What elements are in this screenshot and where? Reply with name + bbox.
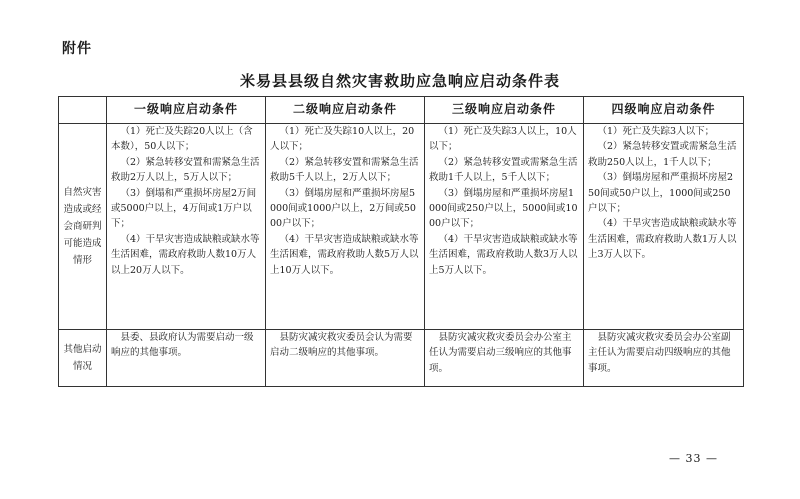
condition-item: （2）紧急转移安置或需紧急生活救助250人以上，1千人以下； — [588, 141, 737, 168]
other-item: 县防灾减灾救灾委员会认为需要启动二级响应的其他事项。 — [270, 332, 413, 359]
other-item: 县防灾减灾救灾委员会办公室副主任认为需要启动四级响应的其他事项。 — [588, 332, 731, 374]
level-2-other — [266, 330, 425, 387]
other-item: 县委、县政府认为需要启动一级响应的其他事项。 — [111, 332, 254, 359]
attachment-label: 附件 — [62, 41, 92, 57]
header-level-2: 二级响应启动条件 — [266, 97, 425, 124]
condition-item: （1）死亡及失踪3人以下； — [597, 126, 715, 137]
condition-item: （4）干旱灾害造成缺粮或缺水等生活困难，需政府救助人数1万人以上3万人以下。 — [588, 218, 737, 261]
header-corner — [59, 97, 107, 124]
level-4-conditions — [584, 124, 744, 330]
condition-item: （1）死亡及失踪20人以上（含本数），50人以下； — [111, 126, 253, 153]
table-row-other — [59, 330, 744, 387]
condition-item: （1）死亡及失踪3人以上，10人以下； — [429, 126, 577, 153]
row-label-natural-disaster: 自然灾害造成或经会商研判可能造成情形 — [59, 124, 107, 330]
condition-item: （3）倒塌房屋和严重损坏房屋5000间或1000户以上，2万间或5000户以下； — [270, 187, 416, 230]
condition-item: （2）紧急转移安置和需紧急生活救助2万人以上，5万人以下； — [111, 156, 260, 184]
level-2-conditions — [266, 124, 425, 330]
other-item: 县防灾减灾救灾委员会办公室主任认为需要启动三级响应的其他事项。 — [429, 332, 572, 374]
condition-item: （3）倒塌和严重损坏房屋2万间或5000户以上，4万间或1万户以下； — [111, 187, 257, 230]
level-4-other — [584, 330, 744, 387]
condition-item: （4）干旱灾害造成缺粮或缺水等生活困难，需政府救助人数5万人以上10万人以下。 — [270, 233, 419, 276]
table-title: 米易县县级自然灾害救助应急响应启动条件表 — [239, 72, 560, 90]
header-level-4: 四级响应启动条件 — [584, 97, 744, 124]
condition-item: （3）倒塌房屋和严重损坏房屋1000间或250户以上，5000间或1000户以下； — [429, 187, 578, 230]
header-level-3: 三级响应启动条件 — [425, 97, 584, 124]
condition-item: （3）倒塌房屋和严重损坏房屋250间或50户以上，1000间或250户以下； — [588, 172, 734, 215]
level-3-other — [425, 330, 584, 387]
level-3-conditions — [425, 124, 584, 330]
response-conditions-table — [58, 96, 744, 387]
condition-item: （4）干旱灾害造成缺粮或缺水等生活困难，需政府救助人数10万人以上20万人以下。 — [111, 233, 260, 276]
level-1-other — [107, 330, 266, 387]
header-row — [59, 97, 744, 124]
condition-item: （4）干旱灾害造成缺粮或缺水等生活困难，需政府救助人数3万人以上5万人以下。 — [429, 233, 578, 276]
condition-item: （1）死亡及失踪10人以上，20人以下； — [270, 126, 415, 153]
level-1-conditions — [107, 124, 266, 330]
condition-item: （2）紧急转移安置或需紧急生活救助1千人以上，5千人以下； — [429, 156, 578, 184]
condition-item: （2）紧急转移安置和需紧急生活救助5千人以上，2万人以下； — [270, 156, 419, 184]
header-level-1: 一级响应启动条件 — [107, 97, 266, 124]
row-label-other: 其他启动情况 — [59, 330, 107, 387]
table-row-natural-disaster — [59, 124, 744, 330]
page-number: — 33 — — [669, 452, 718, 465]
